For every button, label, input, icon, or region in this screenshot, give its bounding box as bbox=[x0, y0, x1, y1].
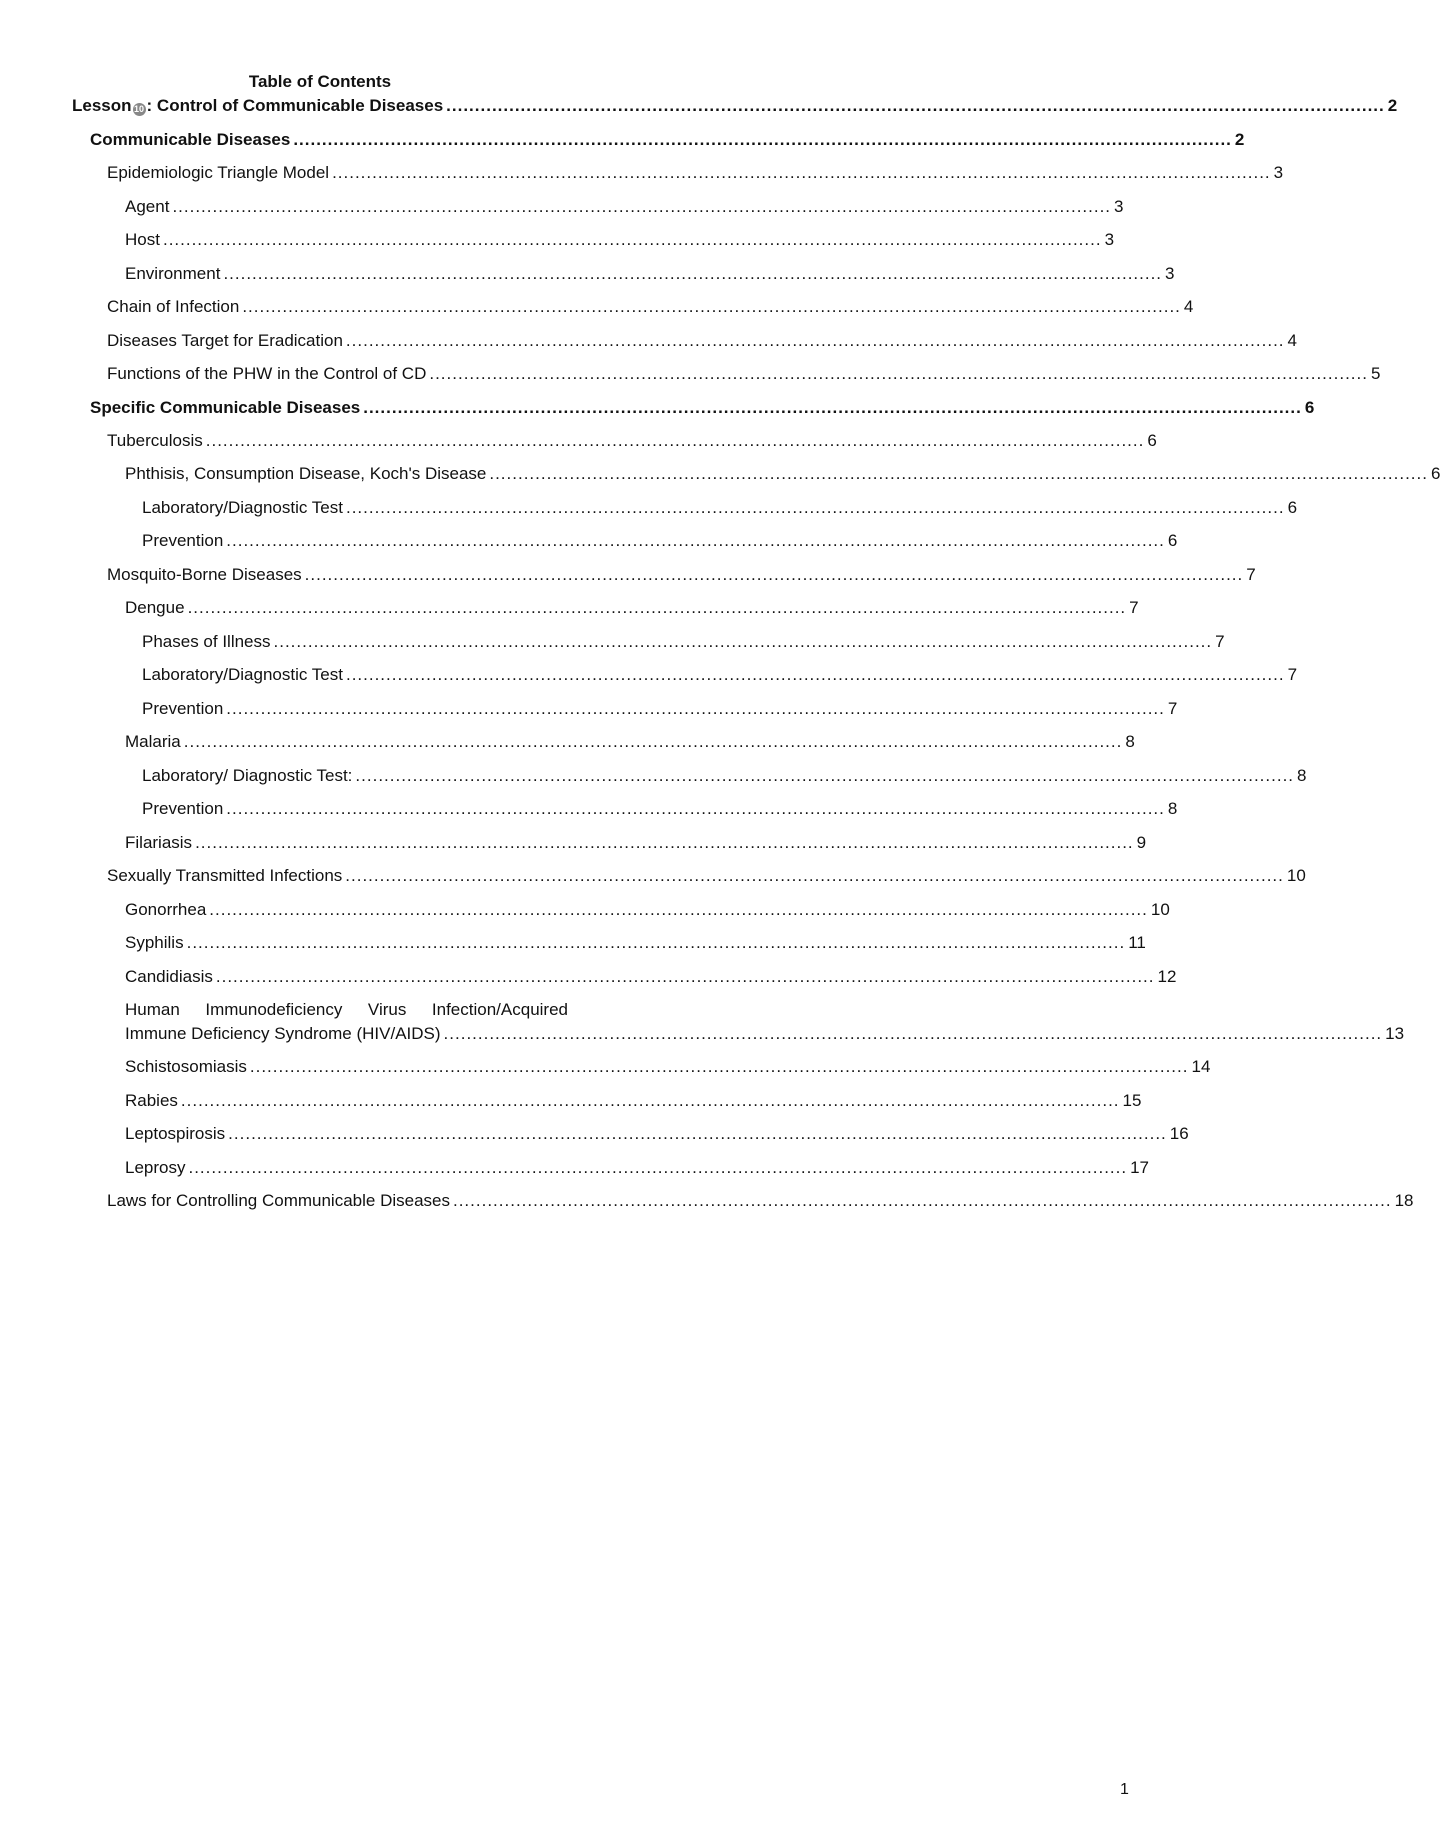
toc-entry[interactable] bbox=[142, 665, 1298, 685]
toc-entry-label: Laboratory/Diagnostic Test bbox=[142, 498, 343, 517]
toc-entry-label: Dengue bbox=[125, 598, 185, 617]
toc-entry-label: Prevention bbox=[142, 799, 224, 818]
toc-entry-label: Phases of Illness bbox=[142, 632, 271, 651]
toc-dot-leader: .................................................................................................................................................................... bbox=[187, 598, 1127, 617]
toc-dot-leader: .................................................................................................................................................................... bbox=[226, 699, 1165, 718]
toc-entry[interactable] bbox=[142, 766, 1307, 786]
toc-dot-leader: .................................................................................................................................................................... bbox=[293, 130, 1232, 149]
toc-entry-label: Sexually Transmitted Infections bbox=[107, 866, 343, 885]
toc-entry[interactable] bbox=[125, 833, 1147, 853]
toc-page-number: 12 bbox=[1157, 967, 1177, 986]
toc-dot-leader: .................................................................................................................................................................... bbox=[273, 632, 1213, 651]
toc-word: Immunodeficiency bbox=[205, 1000, 343, 1019]
toc-entry-label: Gonorrhea bbox=[125, 900, 207, 919]
toc-entry-label: Chain of Infection bbox=[107, 297, 240, 316]
toc-entry-label: Malaria bbox=[125, 732, 181, 751]
toc-page-number: 3 bbox=[1165, 264, 1175, 283]
toc-entry[interactable] bbox=[125, 967, 1177, 987]
toc-word: Infection/Acquired bbox=[431, 1000, 568, 1019]
toc-page-number: 2 bbox=[1234, 130, 1245, 149]
toc-entry[interactable] bbox=[125, 1091, 1142, 1111]
toc-entry[interactable] bbox=[125, 230, 1115, 250]
toc-dot-leader: .................................................................................................................................................................... bbox=[332, 163, 1271, 182]
toc-dot-leader: .................................................................................................................................................................... bbox=[186, 933, 1126, 952]
toc-dot-leader: .................................................................................................................................................................... bbox=[162, 230, 1102, 249]
lesson-title: : Control of Communicable Diseases bbox=[146, 96, 444, 115]
toc-entry-label: Communicable Diseases bbox=[90, 130, 291, 149]
toc-page-number: 8 bbox=[1297, 766, 1307, 785]
toc-dot-leader: .................................................................................................................................................................... bbox=[355, 766, 1295, 785]
toc-entry-label: Epidemiologic Triangle Model bbox=[107, 163, 330, 182]
toc-dot-leader: .................................................................................................................................................................... bbox=[242, 297, 1181, 316]
toc-dot-leader: .................................................................................................................................................................... bbox=[188, 1158, 1128, 1177]
toc-page-number: 13 bbox=[1385, 1024, 1405, 1043]
toc-page-number: 9 bbox=[1136, 833, 1147, 852]
toc-entry-lesson[interactable] bbox=[72, 96, 1398, 116]
toc-page-number: 17 bbox=[1130, 1158, 1150, 1177]
toc-page-number: 8 bbox=[1125, 732, 1135, 751]
toc-dot-leader: .................................................................................................................................................................... bbox=[429, 364, 1368, 383]
toc-page-number: 15 bbox=[1122, 1091, 1142, 1110]
toc-page-number: 14 bbox=[1191, 1057, 1211, 1076]
toc-page-number: 7 bbox=[1215, 632, 1225, 651]
toc-dot-leader: .................................................................................................................................................................... bbox=[489, 464, 1428, 483]
toc-entry-label: Laboratory/ Diagnostic Test: bbox=[142, 766, 353, 785]
toc-page-number: 4 bbox=[1183, 297, 1194, 316]
toc-page-number: 6 bbox=[1167, 531, 1178, 550]
toc-entry[interactable] bbox=[125, 732, 1135, 752]
toc-page-number: 7 bbox=[1167, 699, 1178, 718]
toc-dot-leader: .................................................................................................................................................................... bbox=[226, 799, 1165, 818]
toc-entry-label: Prevention bbox=[142, 699, 224, 718]
toc-page-number: 8 bbox=[1167, 799, 1178, 818]
toc-entry[interactable] bbox=[107, 297, 1194, 317]
toc-entry[interactable] bbox=[107, 565, 1256, 585]
toc-entry[interactable] bbox=[90, 130, 1245, 150]
toc-entry[interactable] bbox=[142, 531, 1178, 551]
toc-entry[interactable] bbox=[142, 632, 1225, 652]
toc-page-number: 2 bbox=[1387, 96, 1398, 115]
toc-page-number: 6 bbox=[1304, 398, 1315, 417]
toc-dot-leader: .................................................................................................................................................................... bbox=[183, 732, 1123, 751]
toc-page-number: 11 bbox=[1128, 933, 1146, 952]
toc-title: Table of Contents bbox=[248, 72, 392, 91]
toc-page-number: 4 bbox=[1287, 331, 1297, 350]
toc-dot-leader: .................................................................................................................................................................... bbox=[304, 565, 1244, 584]
toc-entry[interactable] bbox=[125, 1158, 1150, 1178]
page-number: 1 bbox=[1120, 1781, 1129, 1798]
toc-entry-label: Laws for Controlling Communicable Diseases bbox=[107, 1191, 450, 1210]
toc-entry[interactable] bbox=[142, 699, 1178, 719]
toc-page-number: 16 bbox=[1169, 1124, 1189, 1143]
toc-entry[interactable] bbox=[142, 498, 1298, 518]
toc-entry-label bbox=[72, 96, 443, 116]
toc-entry-label: Mosquito-Borne Diseases bbox=[107, 565, 302, 584]
toc-entry-label: Rabies bbox=[125, 1091, 178, 1110]
toc-entry-label: Agent bbox=[125, 197, 170, 216]
toc-page-number: 7 bbox=[1129, 598, 1139, 617]
toc-dot-leader: .................................................................................................................................................................... bbox=[446, 96, 1385, 115]
toc-entry[interactable] bbox=[107, 431, 1157, 451]
toc-entry-label: Specific Communicable Diseases bbox=[90, 398, 361, 417]
toc-entry[interactable] bbox=[107, 866, 1306, 886]
toc-page-number: 3 bbox=[1273, 163, 1284, 182]
toc-entry[interactable] bbox=[125, 900, 1170, 920]
toc-dot-leader: .................................................................................................................................................................... bbox=[249, 1057, 1189, 1076]
toc-entry[interactable] bbox=[125, 464, 1440, 484]
toc-entry-label: Leprosy bbox=[125, 1158, 186, 1177]
toc-entry-label: Schistosomiasis bbox=[125, 1057, 247, 1076]
toc-entry[interactable] bbox=[125, 197, 1124, 217]
toc-entry[interactable] bbox=[107, 163, 1284, 183]
toc-dot-leader: .................................................................................................................................................................... bbox=[215, 967, 1155, 986]
toc-dot-leader: .................................................................................................................................................................... bbox=[228, 1124, 1167, 1143]
toc-dot-leader: .................................................................................................................................................................... bbox=[345, 498, 1285, 517]
toc-entry-label: Phthisis, Consumption Disease, Koch's Disease bbox=[125, 464, 487, 483]
toc-word: Human bbox=[125, 1000, 180, 1019]
toc-entry-label: Prevention bbox=[142, 531, 224, 550]
toc-entry-first-line bbox=[125, 1000, 568, 1020]
toc-entry-label: Syphilis bbox=[125, 933, 184, 952]
toc-dot-leader: .................................................................................................................................................................... bbox=[226, 531, 1165, 550]
toc-entry-label: Tuberculosis bbox=[107, 431, 203, 450]
toc-dot-leader: .................................................................................................................................................................... bbox=[443, 1024, 1383, 1043]
toc-entry[interactable] bbox=[107, 364, 1381, 384]
toc-entry-label: Host bbox=[125, 230, 160, 249]
toc-entry-label: Functions of the PHW in the Control of CD bbox=[107, 364, 427, 383]
toc-dot-leader: .................................................................................................................................................................... bbox=[172, 197, 1112, 216]
toc-entry-label: Filariasis bbox=[125, 833, 193, 852]
toc-dot-leader: .................................................................................................................................................................... bbox=[345, 331, 1285, 350]
toc-page-number: 10 bbox=[1150, 900, 1170, 919]
toc-page-number: 6 bbox=[1430, 464, 1440, 483]
toc-entry[interactable] bbox=[125, 264, 1175, 284]
toc-entry[interactable] bbox=[125, 1057, 1211, 1077]
toc-dot-leader: .................................................................................................................................................................... bbox=[345, 866, 1284, 885]
toc-entry-label: Immune Deficiency Syndrome (HIV/AIDS) bbox=[125, 1024, 441, 1043]
toc-dot-leader: .................................................................................................................................................................... bbox=[223, 264, 1163, 283]
toc-dot-leader: .................................................................................................................................................................... bbox=[205, 431, 1145, 450]
toc-dot-leader: .................................................................................................................................................................... bbox=[180, 1091, 1120, 1110]
toc-page-number: 6 bbox=[1287, 498, 1298, 517]
toc-page-number: 7 bbox=[1287, 665, 1298, 684]
toc-page-number: 7 bbox=[1246, 565, 1256, 584]
toc-page-number: 18 bbox=[1394, 1191, 1414, 1210]
toc-entry[interactable] bbox=[142, 799, 1178, 819]
toc-page-number: 5 bbox=[1370, 364, 1381, 383]
toc-dot-leader: .................................................................................................................................................................... bbox=[195, 833, 1134, 852]
toc-entry[interactable] bbox=[125, 933, 1146, 953]
toc-entry[interactable] bbox=[107, 1191, 1414, 1211]
lesson-number-badge: 10 bbox=[134, 104, 145, 114]
toc-entry-label: Candidiasis bbox=[125, 967, 213, 986]
toc-entry-label: Environment bbox=[125, 264, 221, 283]
toc-entry-label: Leptospirosis bbox=[125, 1124, 226, 1143]
toc-page-number: 3 bbox=[1114, 197, 1124, 216]
toc-word: Virus bbox=[367, 1000, 407, 1019]
toc-entry-multiline[interactable] bbox=[125, 1000, 1405, 1044]
toc-entry[interactable] bbox=[125, 1124, 1189, 1144]
toc-page-number: 3 bbox=[1104, 230, 1115, 249]
toc-page-number: 6 bbox=[1147, 431, 1157, 450]
toc-dot-leader: .................................................................................................................................................................... bbox=[363, 398, 1302, 417]
toc-entry-label: Laboratory/Diagnostic Test bbox=[142, 665, 343, 684]
toc-dot-leader: .................................................................................................................................................................... bbox=[345, 665, 1285, 684]
toc-entry[interactable] bbox=[125, 598, 1139, 618]
toc-entry[interactable] bbox=[107, 331, 1297, 351]
toc-entry-label: Diseases Target for Eradication bbox=[107, 331, 343, 350]
toc-dot-leader: .................................................................................................................................................................... bbox=[452, 1191, 1392, 1210]
lesson-prefix: Lesson bbox=[72, 96, 132, 115]
toc-entry[interactable] bbox=[90, 398, 1315, 418]
toc-dot-leader: .................................................................................................................................................................... bbox=[209, 900, 1148, 919]
toc-page-number: 10 bbox=[1286, 866, 1306, 885]
toc-entry-second-line bbox=[125, 1024, 1405, 1044]
